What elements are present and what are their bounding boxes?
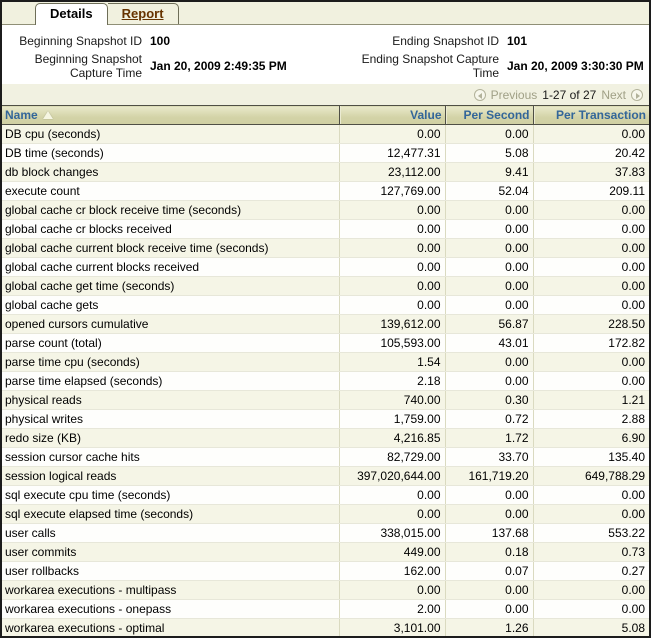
stat-value-cell: 0.00 <box>445 239 533 258</box>
table-row <box>2 296 649 315</box>
stat-name-cell: db block changes <box>2 163 339 182</box>
table-row <box>2 524 649 543</box>
statistics-table <box>2 105 649 638</box>
stat-name-cell: global cache current blocks received <box>2 258 339 277</box>
table-row <box>2 581 649 600</box>
stat-value-cell: 0.00 <box>339 258 445 277</box>
table-row <box>2 562 649 581</box>
column-header-name[interactable] <box>2 106 339 125</box>
stat-name-cell: session logical reads <box>2 467 339 486</box>
stat-name-cell: global cache current block receive time (seconds) <box>2 239 339 258</box>
stat-value-cell: 0.00 <box>533 277 649 296</box>
previous-page-icon[interactable] <box>474 89 486 101</box>
stat-value-cell: 0.00 <box>445 277 533 296</box>
stat-value-cell: 52.04 <box>445 182 533 201</box>
table-row <box>2 163 649 182</box>
stat-value-cell: 0.00 <box>339 277 445 296</box>
stat-value-cell: 449.00 <box>339 543 445 562</box>
stat-value-cell: 0.73 <box>533 543 649 562</box>
record-range: 1-27 of 27 <box>542 87 597 102</box>
stat-value-cell: 649,788.29 <box>533 467 649 486</box>
column-header-value[interactable]: Value <box>339 106 445 125</box>
beginning-snapshot-time-label: Beginning Snapshot Capture Time <box>34 52 142 80</box>
stat-value-cell: 0.30 <box>445 391 533 410</box>
stat-value-cell: 5.08 <box>445 144 533 163</box>
stat-value-cell: 0.00 <box>339 201 445 220</box>
table-row <box>2 334 649 353</box>
stat-value-cell: 4,216.85 <box>339 429 445 448</box>
column-header-per-second[interactable]: Per Second <box>445 106 533 125</box>
table-row <box>2 239 649 258</box>
stat-value-cell: 20.42 <box>533 144 649 163</box>
table-row <box>2 448 649 467</box>
stat-value-cell: 0.00 <box>339 125 445 144</box>
tab-bar-lead <box>2 2 35 24</box>
stat-value-cell: 1.21 <box>533 391 649 410</box>
stat-name-cell: sql execute cpu time (seconds) <box>2 486 339 505</box>
stat-value-cell: 0.07 <box>445 562 533 581</box>
tab-details-label: Details <box>50 6 93 21</box>
table-row <box>2 486 649 505</box>
table-row <box>2 258 649 277</box>
beginning-snapshot-id-label: Beginning Snapshot ID <box>19 33 142 48</box>
tab-report-link[interactable]: Report <box>121 6 164 21</box>
table-row <box>2 277 649 296</box>
stat-value-cell: 5.08 <box>533 619 649 638</box>
stat-name-cell: global cache gets <box>2 296 339 315</box>
ending-snapshot-id-value: 101 <box>507 33 528 48</box>
ending-snapshot-id-label: Ending Snapshot ID <box>392 33 499 48</box>
table-row <box>2 619 649 638</box>
stat-value-cell: 0.00 <box>533 600 649 619</box>
stat-name-cell: parse count (total) <box>2 334 339 353</box>
stat-name-cell: parse time elapsed (seconds) <box>2 372 339 391</box>
beginning-snapshot-time-value: Jan 20, 2009 2:49:35 PM <box>150 59 287 73</box>
table-row <box>2 429 649 448</box>
previous-arrow-icon <box>478 93 482 99</box>
stat-name-cell: user calls <box>2 524 339 543</box>
stat-name-cell: global cache cr block receive time (seconds) <box>2 201 339 220</box>
stat-value-cell: 37.83 <box>533 163 649 182</box>
stat-value-cell: 33.70 <box>445 448 533 467</box>
stat-value-cell: 0.00 <box>533 486 649 505</box>
stat-value-cell: 137.68 <box>445 524 533 543</box>
stat-name-cell: execute count <box>2 182 339 201</box>
stat-value-cell: 0.00 <box>533 220 649 239</box>
stat-value-cell: 127,769.00 <box>339 182 445 201</box>
stat-value-cell: 2.18 <box>339 372 445 391</box>
table-row <box>2 353 649 372</box>
stat-name-cell: sql execute elapsed time (seconds) <box>2 505 339 524</box>
stat-value-cell: 0.00 <box>339 505 445 524</box>
stat-value-cell: 0.00 <box>533 258 649 277</box>
previous-link[interactable]: Previous <box>490 87 538 102</box>
table-row <box>2 467 649 486</box>
table-row <box>2 201 649 220</box>
stat-value-cell: 0.00 <box>339 486 445 505</box>
table-row <box>2 600 649 619</box>
stat-value-cell: 0.00 <box>445 486 533 505</box>
stat-value-cell: 0.18 <box>445 543 533 562</box>
stat-value-cell: 338,015.00 <box>339 524 445 543</box>
table-row <box>2 391 649 410</box>
stat-value-cell: 2.88 <box>533 410 649 429</box>
stat-value-cell: 161,719.20 <box>445 467 533 486</box>
stat-name-cell: workarea executions - onepass <box>2 600 339 619</box>
stat-value-cell: 0.00 <box>445 220 533 239</box>
stat-name-cell: physical writes <box>2 410 339 429</box>
stat-value-cell: 0.00 <box>445 581 533 600</box>
pagination-bar <box>2 84 649 105</box>
next-arrow-icon <box>636 93 640 99</box>
stat-value-cell: 172.82 <box>533 334 649 353</box>
stat-name-cell: redo size (KB) <box>2 429 339 448</box>
stat-value-cell: 0.00 <box>533 505 649 524</box>
table-row <box>2 125 649 144</box>
stat-name-cell: opened cursors cumulative <box>2 315 339 334</box>
stat-name-cell: user commits <box>2 543 339 562</box>
table-row <box>2 372 649 391</box>
column-header-name-label: Name <box>5 108 38 122</box>
stat-name-cell: parse time cpu (seconds) <box>2 353 339 372</box>
stat-value-cell: 1.72 <box>445 429 533 448</box>
stat-value-cell: 0.00 <box>445 258 533 277</box>
table-row <box>2 543 649 562</box>
ending-snapshot-time-value: Jan 20, 2009 3:30:30 PM <box>507 59 644 73</box>
stat-value-cell: 43.01 <box>445 334 533 353</box>
table-row <box>2 410 649 429</box>
stat-value-cell: 12,477.31 <box>339 144 445 163</box>
stat-value-cell: 0.00 <box>533 353 649 372</box>
stat-value-cell: 0.00 <box>445 372 533 391</box>
table-header-row <box>2 106 649 125</box>
table-row <box>2 182 649 201</box>
stat-value-cell: 1.26 <box>445 619 533 638</box>
stat-name-cell: DB time (seconds) <box>2 144 339 163</box>
stat-value-cell: 0.00 <box>445 600 533 619</box>
stat-name-cell: session cursor cache hits <box>2 448 339 467</box>
table-row <box>2 220 649 239</box>
stat-name-cell: physical reads <box>2 391 339 410</box>
stat-value-cell: 162.00 <box>339 562 445 581</box>
stat-value-cell: 0.00 <box>533 239 649 258</box>
table-row <box>2 144 649 163</box>
stat-value-cell: 0.00 <box>445 505 533 524</box>
stat-value-cell: 228.50 <box>533 315 649 334</box>
stat-value-cell: 0.00 <box>445 201 533 220</box>
stat-value-cell: 0.00 <box>533 125 649 144</box>
stat-value-cell: 23,112.00 <box>339 163 445 182</box>
stat-value-cell: 0.00 <box>339 239 445 258</box>
table-row <box>2 315 649 334</box>
stat-value-cell: 553.22 <box>533 524 649 543</box>
tab-details[interactable] <box>35 3 108 25</box>
stat-name-cell: workarea executions - multipass <box>2 581 339 600</box>
stat-value-cell: 0.72 <box>445 410 533 429</box>
table-row <box>2 505 649 524</box>
stat-value-cell: 0.00 <box>533 581 649 600</box>
stat-value-cell: 2.00 <box>339 600 445 619</box>
stat-value-cell: 0.00 <box>533 201 649 220</box>
stat-value-cell: 0.00 <box>445 353 533 372</box>
beginning-snapshot-id-value: 100 <box>150 33 171 48</box>
stat-value-cell: 0.00 <box>533 296 649 315</box>
stat-value-cell: 1,759.00 <box>339 410 445 429</box>
stat-value-cell: 9.41 <box>445 163 533 182</box>
stat-value-cell: 3,101.00 <box>339 619 445 638</box>
stat-value-cell: 209.11 <box>533 182 649 201</box>
stat-value-cell: 740.00 <box>339 391 445 410</box>
snapshot-info <box>2 25 649 84</box>
beginning-snapshot-group <box>14 32 349 84</box>
stat-name-cell: global cache cr blocks received <box>2 220 339 239</box>
tab-bar <box>2 2 649 25</box>
tab-report[interactable] <box>108 3 179 24</box>
stat-name-cell: workarea executions - optimal <box>2 619 339 638</box>
stat-value-cell: 397,020,644.00 <box>339 467 445 486</box>
stat-value-cell: 1.54 <box>339 353 445 372</box>
column-header-per-transaction[interactable]: Per Transaction <box>533 106 649 125</box>
stat-value-cell: 56.87 <box>445 315 533 334</box>
stat-value-cell: 105,593.00 <box>339 334 445 353</box>
stat-value-cell: 6.90 <box>533 429 649 448</box>
stat-value-cell: 82,729.00 <box>339 448 445 467</box>
stat-value-cell: 0.00 <box>533 372 649 391</box>
stat-value-cell: 0.00 <box>339 220 445 239</box>
next-link[interactable]: Next <box>601 87 626 102</box>
stat-value-cell: 0.00 <box>445 296 533 315</box>
ending-snapshot-group <box>349 32 649 84</box>
stats-table-body <box>2 125 649 638</box>
stat-value-cell: 0.00 <box>339 296 445 315</box>
stat-value-cell: 0.00 <box>339 581 445 600</box>
next-page-icon[interactable] <box>631 89 643 101</box>
stat-value-cell: 135.40 <box>533 448 649 467</box>
stat-value-cell: 139,612.00 <box>339 315 445 334</box>
stat-name-cell: global cache get time (seconds) <box>2 277 339 296</box>
stat-name-cell: user rollbacks <box>2 562 339 581</box>
stat-value-cell: 0.27 <box>533 562 649 581</box>
sort-ascending-icon <box>43 111 53 119</box>
stat-name-cell: DB cpu (seconds) <box>2 125 339 144</box>
ending-snapshot-time-label: Ending Snapshot Capture Time <box>361 52 499 80</box>
stat-value-cell: 0.00 <box>445 125 533 144</box>
